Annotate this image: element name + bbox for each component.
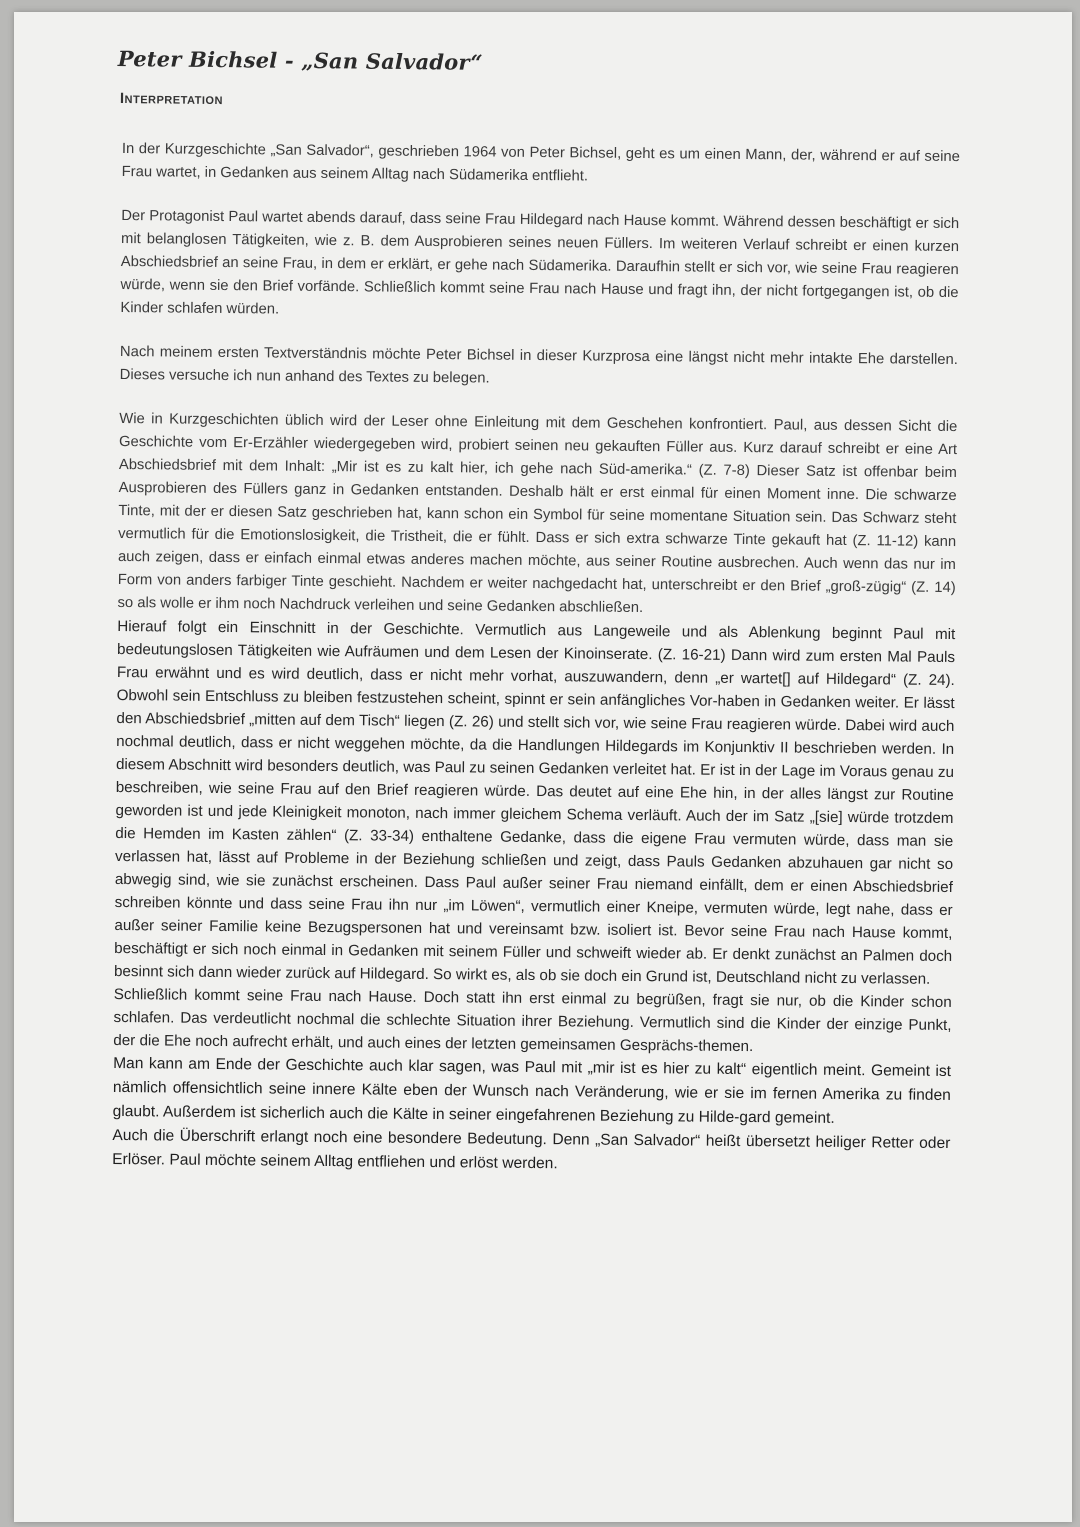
paragraph-intro: In der Kurzgeschichte „San Salvador“, geschrieben 1964 von Peter Bichsel, geht es um einen Mann, der, während er auf seine Frau wartet, in Gedanken aus seinem Alltag nach Südamerika entflieht. (121, 140, 960, 185)
document-subtitle: Interpretation (119, 90, 224, 109)
paragraph-analysis-3: Schließlich kommt seine Frau nach Hause. Doch statt ihn erst einmal zu begrüßen, fragt sie nur, ob die Kinder schon schlafen. Das verdeutlicht nochmal die schlechte Situation ihrer Beziehung. Vermutlich sind die Kinder der einzige Punkt, der die Ehe noch aufrecht erhält, und auch eines der letzten gemeinsamen Gesprächs-themen. (113, 985, 952, 1056)
paragraph-summary: Der Protagonist Paul wartet abends darauf, dass seine Frau Hildegard nach Hause kommt. Während dessen beschäftigt er sich mit belanglosen Tätigkeiten, wie z. B. dem Ausprobieren seines neuen Füllers. Im weiteren Verlauf schreibt er einen kurzen Abschiedsbrief an seine Frau, in dem er erklärt, er gehe nach Südamerika. Daraufhin stellt er sich vor, wie seine Frau reagieren würde, wenn sie den Brief vorfände. Schließlich kommt seine Frau nach Hause und fragt ihn, der nicht fortgegangen ist, ob die Kinder schlafen würden. (120, 207, 960, 318)
paragraph-analysis-1: Wie in Kurzgeschichten üblich wird der Leser ohne Einleitung mit dem Geschehen konfrontiert. Paul, aus dessen Sicht die Geschichte vom Er-Erzähler wiedergegeben wird, probiert seinen neu gekauften Füller aus. Kurz darauf schreibt er eine Art Abschiedsbrief mit dem Inhalt: „Mir ist es zu kalt hier, ich gehe nach Süd-amerika.“ (Z. 7-8) Dieser Satz ist offenbar beim Ausprobieren des Füllers ganz in Gedanken entstanden. Deshalb hält er erst einmal für einen Moment inne. Die schwarze Tinte, mit der er diesen Satz geschrieben hat, kann schon ein Symbol für seine momentane Situation sein. Das Schwarz steht vermutlich für die Emotionslosigkeit, die Tristheit, die er fühlt. Dass er sich extra schwarze Tinte gekauft hat (Z. 11-12) kann auch zeigen, dass er einfach einmal etwas anderes machen möchte, aus seiner Routine ausbrechen. Auch wenn das nur im Form von anders farbiger Tinte geschieht. Nachdem er weiter nachgedacht hat, unterschreibt er den Brief „groß-zügig“ (Z. 14) so als wolle er ihm noch Nachdruck verleihen und seine Gedanken abschließen. (117, 410, 958, 617)
document-body (112, 138, 960, 1180)
document-page (14, 12, 1072, 1522)
paragraph-conclusion-1: Man kann am Ende der Geschichte auch klar sagen, was Paul mit „mir ist es hier zu kalt“ eigentlich meint. Gemeint ist nämlich offensichtlich seine innere Kälte eben der Wunsch nach Veränderung, wie er sie im fernen Amerika zu finden glaubt. Außerdem ist sicherlich auch die Kälte in seiner eingefahrenen Beziehung zu Hilde-gard gemeint. (112, 1054, 952, 1127)
document-title: Peter Bichsel - „San Salvador“ (117, 46, 483, 75)
paragraph-thesis: Nach meinem ersten Textverständnis möchte Peter Bichsel in dieser Kurzprosa eine längst nicht mehr intakte Ehe darstellen. Dieses versuche ich nun anhand des Textes zu belegen. (119, 343, 958, 387)
paragraph-conclusion-2: Auch die Überschrift erlangt noch eine besondere Bedeutung. Denn „San Salvador“ heißt übersetzt heiliger Retter oder Erlöser. Paul möchte seinem Alltag entfliehen und erlöst werden. (112, 1126, 951, 1173)
paragraph-analysis-2: Hierauf folgt ein Einschnitt in der Geschichte. Vermutlich aus Langeweile und als Ablenkung beginnt Paul mit bedeutungslosen Tätigkeiten wie Aufräumen und dem Lesen der Kinoinserate. (Z. 16-21) Dann wird zum ersten Mal Pauls Frau erwähnt und es wird deutlich, dass er nicht mehr vorhat, auszuwandern, denn „er wartet[] auf Hildegard“ (Z. 24). Obwohl sein Entschluss zu bleiben festzustehen scheint, spinnt er sein anfängliches Vor-haben in Gedanken weiter. Er lässt den Abschiedsbrief „mitten auf dem Tisch“ liegen (Z. 26) und stellt sich vor, wie seine Frau reagieren würde. Dabei wird auch nochmal deutlich, dass er nicht weggehen möchte, da die Handlungen Hildegards im Konjunktiv II beschrieben werden. In diesem Abschnitt wird besonders deutlich, was Paul zu seinen Gedanken verleitet hat. Er ist in der Lage im Voraus genau zu beschreiben, wie seine Frau auf den Brief reagieren würde. Das deutet auf eine Ehe hin, in der alles längst zur Routine geworden ist und jede Kleinigkeit monoton, nach immer gleichem Schema verläuft. Auch der im Satz „[sie] würde trotzdem die Hemden im Kasten zählen“ (Z. 33-34) enthaltene Gedanke, dass die eigene Frau vermuten würde, dass man sie verlassen hat, lässt auf Probleme in der Beziehung schließen und zeigt, dass Pauls Gedanken abzuhauen gar nicht so abwegig sind, wie sie zunächst erscheinen. Dass Paul außer seiner Frau niemand einfällt, dem er einen Abschiedsbrief schreiben könnte und dass seine Frau ihn nur „im Löwen“, vermutlich einer Kneipe, vermuten würde, legt nahe, dass er außer seiner Familie keine Bezugspersonen hat und vereinsamt bzw. isoliert ist. Bevor seine Frau nach Hause kommt, beschäftigt er sich noch einmal in Gedanken mit seinem Füller und schweift wieder ab. Er denkt zunächst an Palmen doch besinnt sich dann wieder zurück auf Hildegard. So wirkt es, als ob sie doch ein Grund ist, Deutschland nicht zu verlassen. (113, 617, 956, 988)
